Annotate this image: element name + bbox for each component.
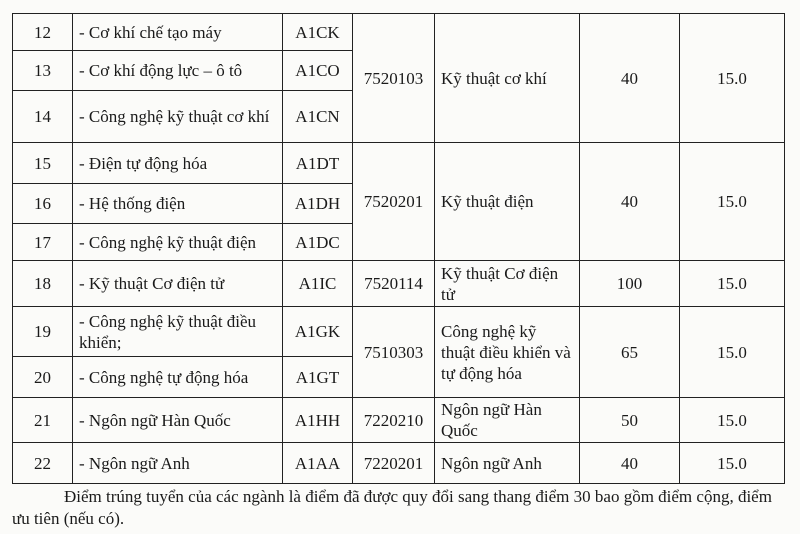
score-note: Điểm trúng tuyển của các ngành là điểm đã được quy đổi sang thang điểm 30 bao gồm điểm cộng, điểm ưu tiên (nếu có). xyxy=(12,487,772,528)
quota: 100 xyxy=(580,261,680,307)
admission-score: 15.0 xyxy=(680,307,785,398)
major-code: A1GK xyxy=(283,307,353,357)
major-name: - Công nghệ kỹ thuật cơ khí xyxy=(73,91,283,143)
table-row xyxy=(13,443,785,484)
field-name: Ngôn ngữ Anh xyxy=(435,443,580,484)
quota: 65 xyxy=(580,307,680,398)
table-row xyxy=(13,398,785,443)
major-code: A1DT xyxy=(283,143,353,184)
major-name: - Hệ thống điện xyxy=(73,184,283,224)
major-code: A1DC xyxy=(283,224,353,261)
table-row xyxy=(13,143,785,184)
row-number: 19 xyxy=(13,307,73,357)
major-code: A1CO xyxy=(283,51,353,91)
major-name: - Cơ khí động lực – ô tô xyxy=(73,51,283,91)
admission-score: 15.0 xyxy=(680,14,785,143)
row-number: 20 xyxy=(13,357,73,398)
major-code: A1GT xyxy=(283,357,353,398)
field-name: Ngôn ngữ Hàn Quốc xyxy=(435,398,580,443)
quota: 40 xyxy=(580,143,680,261)
row-number: 13 xyxy=(13,51,73,91)
major-name: - Công nghệ tự động hóa xyxy=(73,357,283,398)
row-number: 21 xyxy=(13,398,73,443)
field-code: 7520201 xyxy=(353,143,435,261)
table-row xyxy=(13,307,785,357)
major-code: A1IC xyxy=(283,261,353,307)
admissions-table xyxy=(12,13,785,484)
field-code: 7520103 xyxy=(353,14,435,143)
field-name: Kỹ thuật cơ khí xyxy=(435,14,580,143)
admission-score: 15.0 xyxy=(680,443,785,484)
field-code: 7510303 xyxy=(353,307,435,398)
table-row xyxy=(13,261,785,307)
row-number: 17 xyxy=(13,224,73,261)
row-number: 15 xyxy=(13,143,73,184)
field-name: Kỹ thuật Cơ điện tử xyxy=(435,261,580,307)
row-number: 22 xyxy=(13,443,73,484)
major-code: A1DH xyxy=(283,184,353,224)
major-code: A1HH xyxy=(283,398,353,443)
admission-score: 15.0 xyxy=(680,261,785,307)
major-name: - Cơ khí chế tạo máy xyxy=(73,14,283,51)
table-row xyxy=(13,14,785,51)
major-name: - Công nghệ kỹ thuật điện xyxy=(73,224,283,261)
major-code: A1CK xyxy=(283,14,353,51)
admission-score: 15.0 xyxy=(680,398,785,443)
row-number: 16 xyxy=(13,184,73,224)
field-name: Kỹ thuật điện xyxy=(435,143,580,261)
field-code: 7220210 xyxy=(353,398,435,443)
field-code: 7520114 xyxy=(353,261,435,307)
major-name: - Kỹ thuật Cơ điện tử xyxy=(73,261,283,307)
major-name: - Điện tự động hóa xyxy=(73,143,283,184)
quota: 40 xyxy=(580,14,680,143)
field-name: Công nghệ kỹ thuật điều khiển và tự động hóa xyxy=(435,307,580,398)
major-name: - Công nghệ kỹ thuật điều khiển; xyxy=(73,307,283,357)
quota: 50 xyxy=(580,398,680,443)
row-number: 12 xyxy=(13,14,73,51)
quota: 40 xyxy=(580,443,680,484)
major-name: - Ngôn ngữ Anh xyxy=(73,443,283,484)
major-name: - Ngôn ngữ Hàn Quốc xyxy=(73,398,283,443)
admission-score: 15.0 xyxy=(680,143,785,261)
major-code: A1AA xyxy=(283,443,353,484)
row-number: 18 xyxy=(13,261,73,307)
row-number: 14 xyxy=(13,91,73,143)
field-code: 7220201 xyxy=(353,443,435,484)
major-code: A1CN xyxy=(283,91,353,143)
